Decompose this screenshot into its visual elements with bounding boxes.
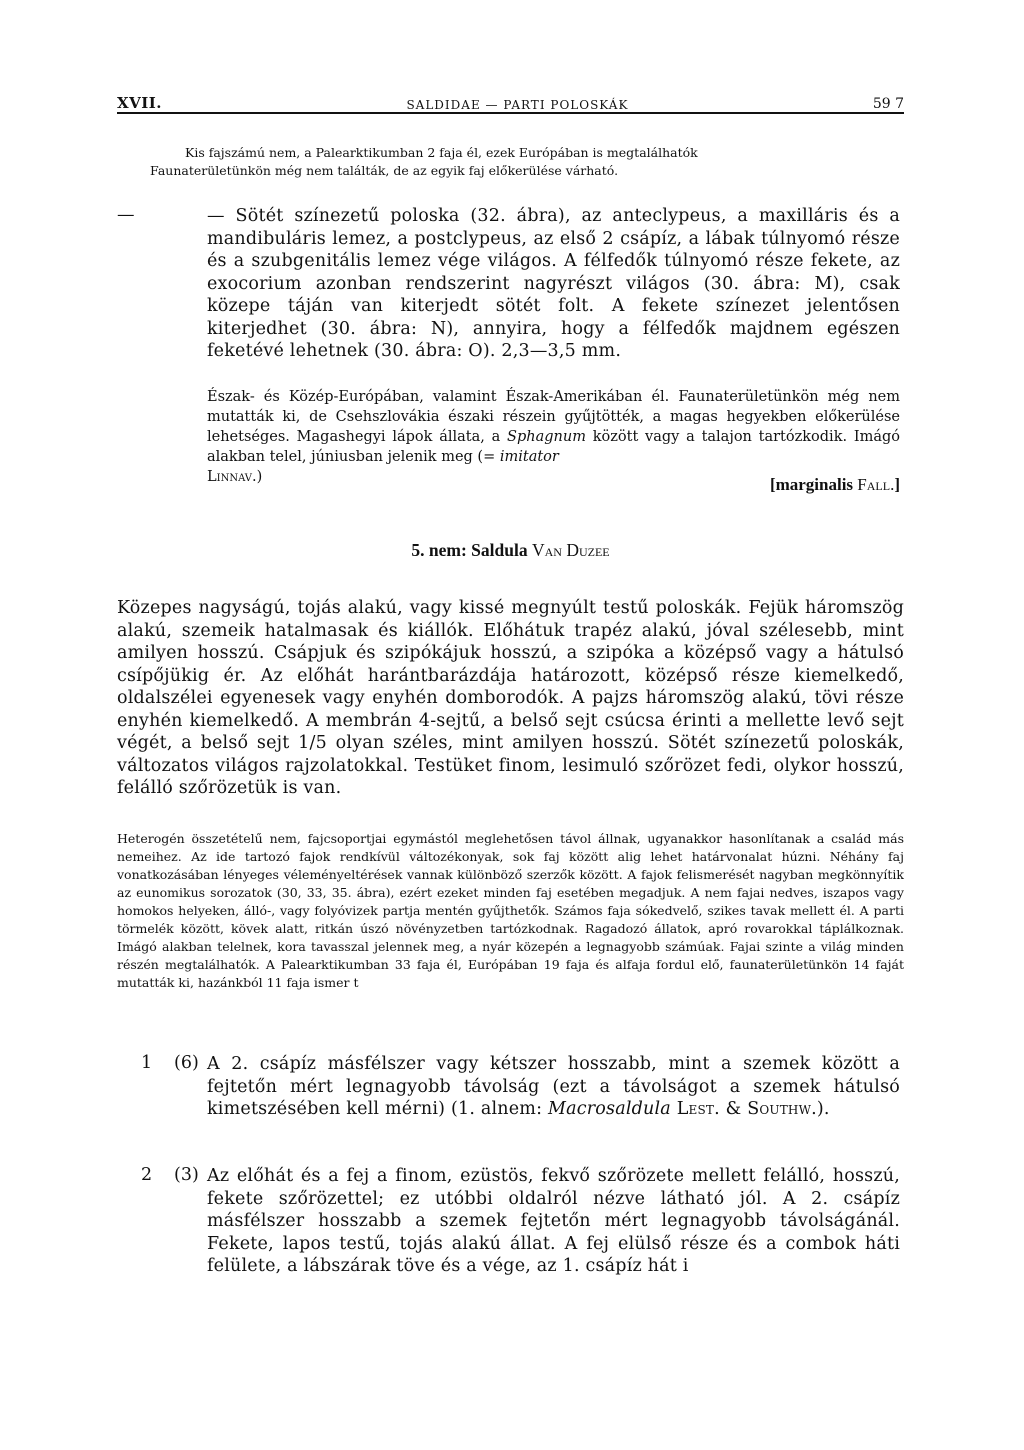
couplet-ref: (3) [174,1165,199,1185]
author-name: Fall. [857,475,895,494]
page-end-fragment: t [353,975,359,990]
running-header [117,88,904,114]
couplet-text: A 2. csápíz másfélszer vagy kétszer hosszabb, mint a szemek között a fejtetőn mért legnagyobb távolság (ezt a távolságot a szemek hátulsó kimetszésében kell mérni) (1. alnem: Macrosaldula Lest. & Southw.). [207,1054,900,1119]
species-description: — Sötét színezetű poloska (32. ábra), az anteclypeus, a maxilláris és a mandibuláris lemez, a postclypeus, az első 2 csápíz, a lábak túlnyomó része és a szubgenitális lemez vége világos. A félfedők túlnyomó része fekete, az exocorium azonban rendszerint nagyrészt világos (30. ábra: M), csak közepe táján van kiterjedt sötét folt. A fekete színezet jelentősen kiterjedhet (30. ábra: N), annyira, hogy a félfedők majdnem egészen feketévé lehetnek (30. ábra: O). 2,3—3,5 mm. [207,206,900,361]
species-attribution: [marginalis Fall.] [769,475,900,494]
genus-description: Közepes nagyságú, tojás alakú, vagy kissé megnyúlt testű poloskák. Fejük háromszög alakú, szemeik hatalmasak és kiállók. Előhátuk trapéz alakú, jóval szélesebb, mint amilyen hosszú. Csápjuk és szipókájuk hosszú, a szipóka a középső vagy a hátulsó csípőjükig ér. Az előhát harántbarázdája határozott, középső része kiemelkedő, oldalszélei egyenesek vagy enyhén domborodók. A pajzs háromszög alakú, tövi része enyhén kiemelkedő. A membrán 4-sejtű, a belső sejt csúcsa érinti a mellette levő sejt végét, a belső sejt 1/5 olyan széles, mint amilyen hosszú. Sötét színezetű poloskák, változatos világos rajzolatokkal. Testüket finom, lesimuló szőrözet fedi, olykor hosszú, felálló szőrözetük is van. [117,598,904,798]
author-name: Van Duzee [531,540,610,560]
genus-notes: Heterogén összetételű nem, fajcsoportjai egymástól meglehetősen távol állnak, ugyanakkor hasonlítanak a család más nemeihez. Az ide tartozó fajok rendkívül változékonyak, sok faj között alig lehet határvonalat húzni. Néhány faj vonatkozásában lényeges véleményeltérések vannak különböző szerzők között. A fajok felismerését nagyban megkönnyítik az eunomikus sorozatok (30, 33, 35. ábra), ezért ezeket minden faj esetében megadjuk. A nem fajai nedves, iszapos vagy homokos helyeken, álló-, vagy folyóvizek partja mentén gyűjthetők. Számos faja sókedvelő, szikes tavak mellett él. A parti törmelék között, kövek alatt, ritkán úszó növényzetben tartózkodnak. Ragadozó állatok, apró rovarokkal táplálkoznak. Imágó alakban telelnek, kora tavasszal jelennek meg, a nyár közepén a legnagyobb számúak. Fajai szinte a világ minden részén megtalálhatók. A Palearktikumban 33 faja él, Európában 19 faja és alfaja fordul elő, faunaterületünkön 14 faját mutatták ki, hazánkból 11 faja ismer t [117,831,904,990]
couplet-text: Az előhát és a fej a finom, ezüstös, fekvő szőrözete mellett felálló, hosszú, fekete szőrözettel; ez utóbbi oldalról nézve látható jól. A 2. csápíz másfélszer hosszabb a szemek fejtetőn mért legnagyobb távolságánál. Fekete, lapos testű, tojás alakú állat. A fej elülső része és a combok háti felülete, a lábszárak töve és a vége, az 1. csápíz hát i [207,1166,900,1276]
page-number: 59 7 [872,96,904,112]
species-distribution: Észak- és Közép-Európában, valamint Észak-Amerikában él. Faunaterületünkön még nem mutatták ki, de Csehszlovákia északi részein gyűjtötték, a magas hegyekben előkerülése lehetséges. Magashegyi lápok állata, a Sphagnum között vagy a talajon tartózkodik. Imágó alakban telel, júniusban jelenik meg (= imitator Linnav.) [207,389,900,485]
intro-line: Faunaterületünkön még nem találták, de az egyik faj előkerülése várható. [150,163,619,178]
couplet-ref: (6) [174,1053,199,1073]
genus-intro [150,144,900,180]
author-name: Lest. & Southw. [676,1099,817,1119]
author-name: Linnav. [207,469,257,485]
couplet-number: 2 [141,1165,153,1185]
species-dash: — [117,205,135,225]
chapter-number: XVII. [117,94,163,112]
intro-line: Kis fajszámú nem, a Palearktikumban 2 faja él, ezek Európában is megtalálhatók [185,145,698,160]
running-title: SALDIDAE — PARTI POLOSKÁK [406,98,629,112]
couplet-number: 1 [141,1053,153,1073]
genus-heading: 5. nem: Saldula Van Duzee [411,540,610,560]
